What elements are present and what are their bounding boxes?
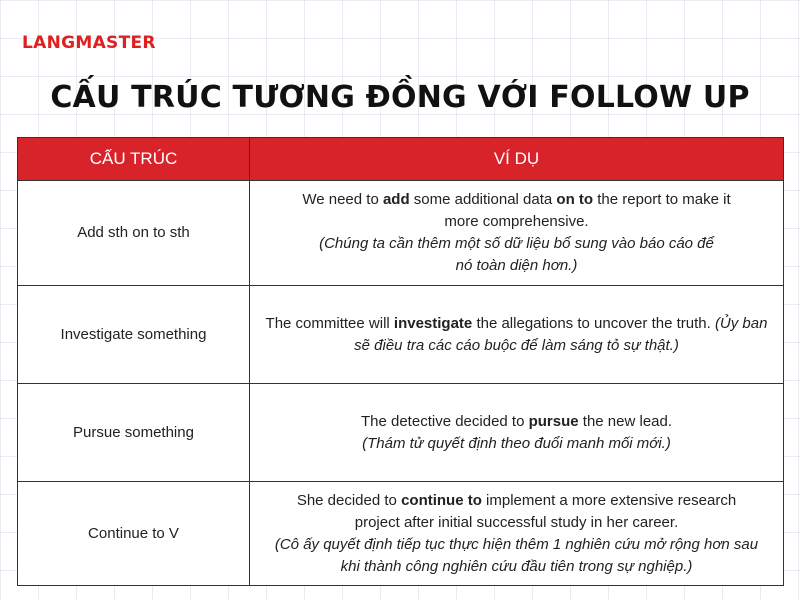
structure-cell: Continue to V: [18, 482, 250, 586]
table-row: [18, 482, 784, 586]
text-span: We need to: [302, 191, 383, 208]
example-cell: [250, 286, 784, 384]
text-span: the new lead.: [578, 412, 673, 430]
keyword: add: [382, 191, 410, 208]
structure-cell: Investigate something: [18, 286, 250, 384]
keyword: pursue: [528, 412, 579, 430]
text-span: The committee will: [265, 314, 394, 332]
keyword: on to: [556, 191, 594, 208]
page-title: CẤU TRÚC TƯƠNG ĐỒNG VỚI FOLLOW UP: [50, 80, 750, 115]
text-span: some additional data: [409, 191, 557, 208]
structure-cell: Add sth on to sth: [18, 181, 250, 286]
example-english: [256, 313, 777, 357]
text-span: The detective decided to: [360, 412, 529, 430]
example-cell: [250, 181, 784, 286]
table-row: [18, 384, 784, 482]
example-english: [256, 189, 777, 233]
example-english: [256, 490, 777, 534]
table-row: [18, 286, 784, 384]
header-structure: CẤU TRÚC: [18, 138, 250, 181]
example-vietnamese: (Thám tử quyết định theo đuổi manh mối mới.): [362, 434, 671, 452]
example-english: [256, 411, 777, 433]
example-vietnamese: (Ủy ban sẽ điều tra các cáo buộc để làm sáng tỏ sự thật.): [354, 314, 768, 354]
keyword: investigate: [393, 314, 473, 332]
table-row: [18, 181, 784, 286]
text-span: the report to make it more comprehensive.: [444, 191, 731, 230]
text-span: the allegations to uncover the truth.: [472, 314, 715, 332]
table-header-row: [18, 138, 784, 181]
brand-logo: LANGMASTER: [22, 33, 156, 53]
keyword: continue to: [401, 491, 482, 509]
text-span: implement a more extensive research project after initial successful study in her career.: [354, 491, 737, 531]
example-cell: [250, 384, 784, 482]
text-span: She decided to: [296, 491, 402, 509]
example-vietnamese: (Chúng ta cần thêm một số dữ liệu bổ sung vào báo cáo để nó toàn diện hơn.): [319, 235, 714, 274]
example-vietnamese: (Cô ấy quyết định tiếp tục thực hiện thêm 1 nghiên cứu mở rộng hơn sau khi thành công nghiên cứu đầu tiên trong sự nghiệp.): [274, 535, 759, 575]
example-cell: [250, 482, 784, 586]
structure-table: [17, 137, 784, 586]
structure-cell: Pursue something: [18, 384, 250, 482]
header-example: VÍ DỤ: [250, 138, 784, 181]
